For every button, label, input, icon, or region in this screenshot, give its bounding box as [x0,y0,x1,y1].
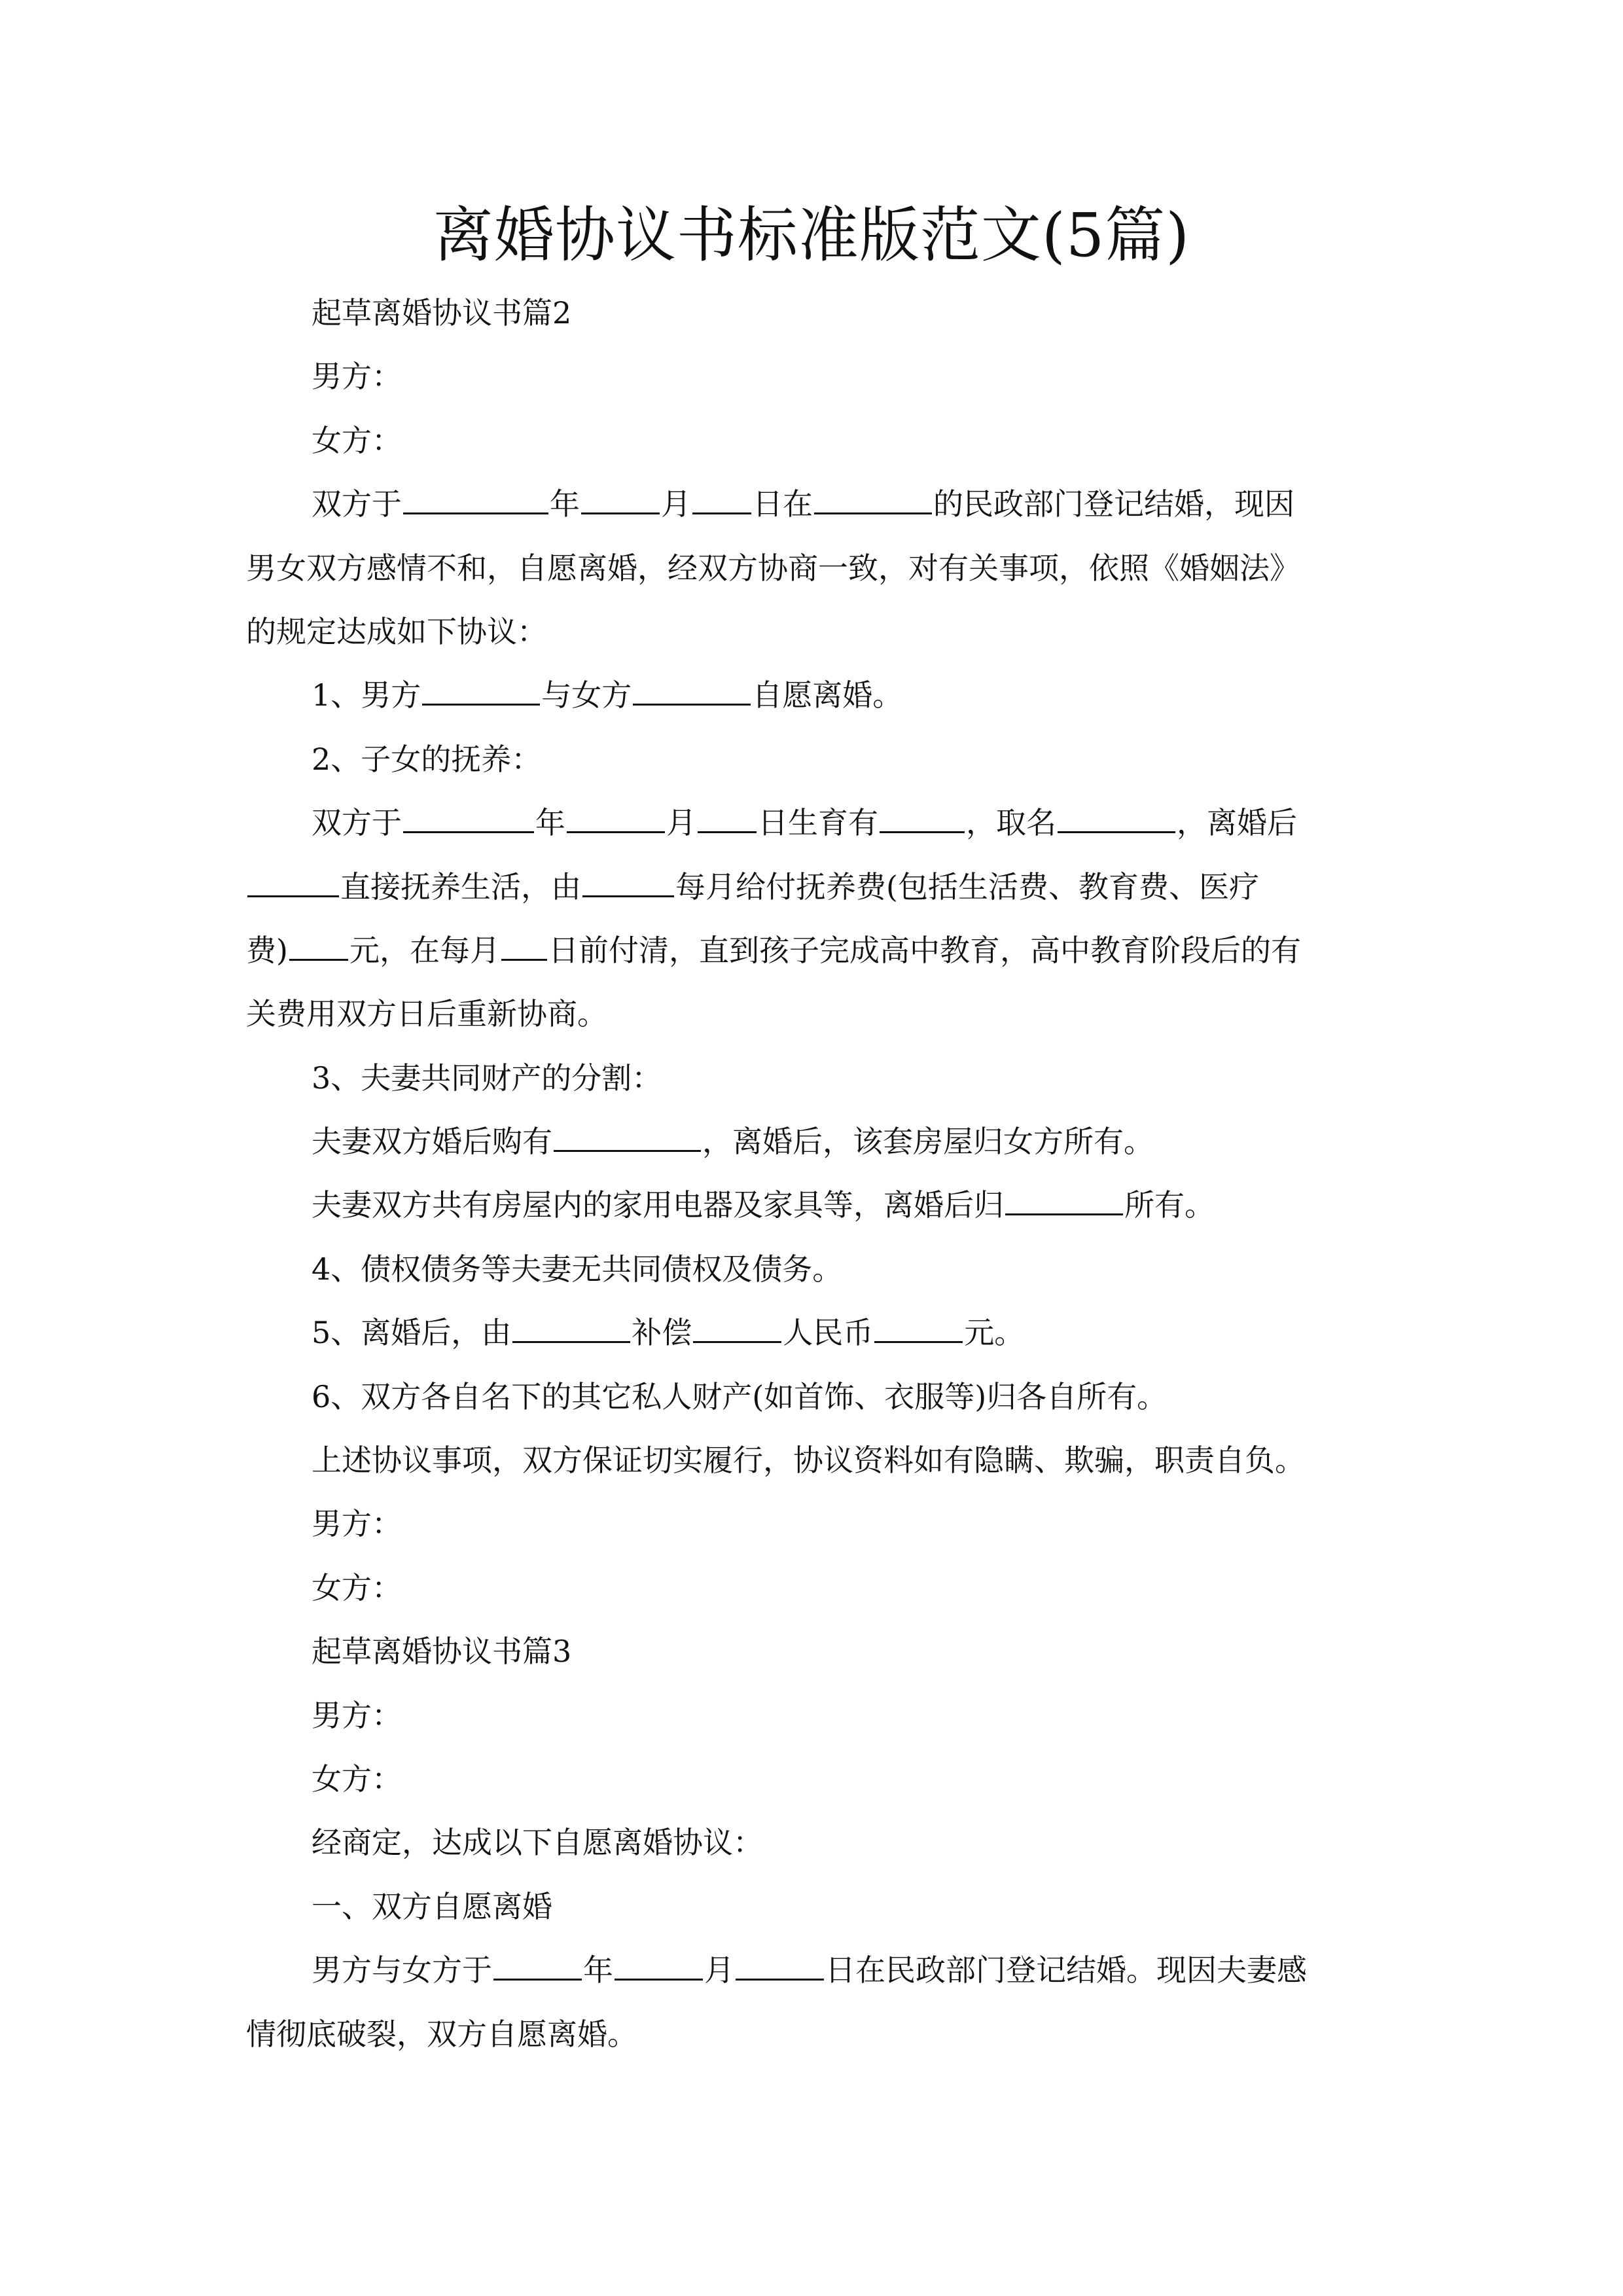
appliances-line [246,1174,1404,1237]
text-segment: 元。 [964,1315,1025,1351]
text-segment: 月 [666,805,696,841]
text-segment: 费) [246,932,288,968]
blank-field-child[interactable] [880,805,965,833]
blank-field-house[interactable] [554,1124,701,1152]
text-segment: 日生育有 [758,805,878,841]
text-segment: 年 [550,486,580,522]
text-segment: 夫妻双方共有房屋内的家用电器及家具等，离婚后归 [312,1187,1004,1223]
blank-field-amount[interactable] [289,933,348,961]
text-segment: 补偿 [632,1315,692,1351]
section-heading-2: 起草离婚协议书篇2 [312,295,572,331]
male-party-label: 男方： [312,1697,402,1733]
blank-field-female-name[interactable] [633,677,751,706]
blank-field-day[interactable] [698,805,757,833]
blank-field-amount[interactable] [874,1315,963,1343]
document-title: 离婚协议书标准版范文(5篇) [433,200,1190,270]
text-segment: 年 [583,1952,613,1988]
item-6: 6、双方各自名下的其它私人财产(如首饰、衣服等)归各自所有。 [312,1378,1168,1414]
child-support-line-3 [246,919,1404,982]
closing-statement: 上述协议事项，双方保证切实履行，协议资料如有隐瞒、欺骗，职责自负。 [312,1443,1305,1479]
text-segment: 直接抚养生活，由 [340,869,581,905]
text-segment: 双方于 [312,486,402,522]
blank-field-year[interactable] [403,805,534,833]
section-heading-3: 起草离婚协议书篇3 [312,1634,572,1670]
text-segment: 的民政部门登记结婚，现因 [933,486,1294,522]
blank-field-child-name[interactable] [1058,805,1175,833]
clause-1-body [246,1939,1404,2002]
text-segment: 夫妻双方婚后购有 [312,1124,552,1160]
item-5 [246,1301,1404,1365]
text-segment: 所有。 [1124,1187,1215,1223]
signature-male: 男方： [312,1506,402,1542]
text-segment: 日在民政部门登记结婚。现因夫妻感 [825,1952,1307,1988]
blank-field-day[interactable] [736,1952,824,1981]
blank-field-payer[interactable] [582,869,674,897]
text-segment: 5、离婚后，由 [312,1315,512,1351]
text-segment: 月 [704,1952,734,1988]
text-segment: 日在 [753,486,813,522]
text-segment: 自愿离婚。 [752,677,903,713]
text-segment: 1、男方 [312,677,421,713]
female-party-label: 女方： [312,422,402,458]
blank-field-year[interactable] [403,486,548,514]
text-segment: 月 [661,486,691,522]
section-3-intro: 经商定，达成以下自愿离婚协议： [312,1825,763,1861]
blank-field-year[interactable] [493,1952,582,1981]
intro-line-3: 的规定达成如下协议： [246,613,547,649]
text-segment: 与女方 [541,677,632,713]
blank-field-compensator[interactable] [512,1315,630,1343]
blank-field-month[interactable] [581,486,660,514]
clause-1-heading: 一、双方自愿离婚 [312,1888,552,1924]
text-segment: 元，在每月 [349,932,500,968]
child-birth-line [246,791,1404,855]
blank-field-place[interactable] [814,486,932,514]
blank-field-pay-day[interactable] [501,933,547,961]
marriage-registration-line [246,473,1404,536]
blank-field-owner[interactable] [1005,1187,1123,1215]
male-party-label: 男方： [312,359,402,395]
document-body [246,281,1404,2066]
text-segment: 双方于 [312,805,402,841]
signature-female: 女方： [312,1570,402,1605]
text-segment: 日前付清，直到孩子完成高中教育，高中教育阶段后的有 [548,932,1301,968]
text-segment: 人民币 [783,1315,874,1351]
item-2-heading: 2、子女的抚养： [312,741,542,777]
child-support-line-4: 关费用双方日后重新协商。 [246,996,607,1032]
text-segment: ，离婚后，该套房屋归女方所有。 [702,1124,1154,1160]
item-4: 4、债权债务等夫妻无共同债权及债务。 [312,1251,843,1287]
text-segment: 男方与女方于 [312,1952,492,1988]
blank-field-month[interactable] [567,805,665,833]
female-party-label: 女方： [312,1761,402,1797]
blank-field-male-name[interactable] [422,677,540,706]
blank-field-recipient[interactable] [693,1315,781,1343]
intro-line-2: 男女双方感情不和，自愿离婚，经双方协商一致，对有关事项，依照《婚姻法》 [246,550,1300,586]
child-support-line-2 [246,855,1404,919]
text-segment: 年 [535,805,565,841]
blank-field-month[interactable] [615,1952,703,1981]
house-line [246,1110,1404,1174]
item-3-heading: 3、夫妻共同财产的分割： [312,1060,662,1096]
text-segment: 每月给付抚养费(包括生活费、教育费、医疗 [675,869,1259,905]
text-segment: ，离婚后 [1177,805,1297,841]
text-segment: ，取名 [966,805,1056,841]
blank-field-custodian[interactable] [247,869,339,897]
blank-field-day[interactable] [692,486,751,514]
clause-1-body-line-2: 情彻底破裂，双方自愿离婚。 [246,2016,637,2052]
item-1 [246,664,1404,727]
